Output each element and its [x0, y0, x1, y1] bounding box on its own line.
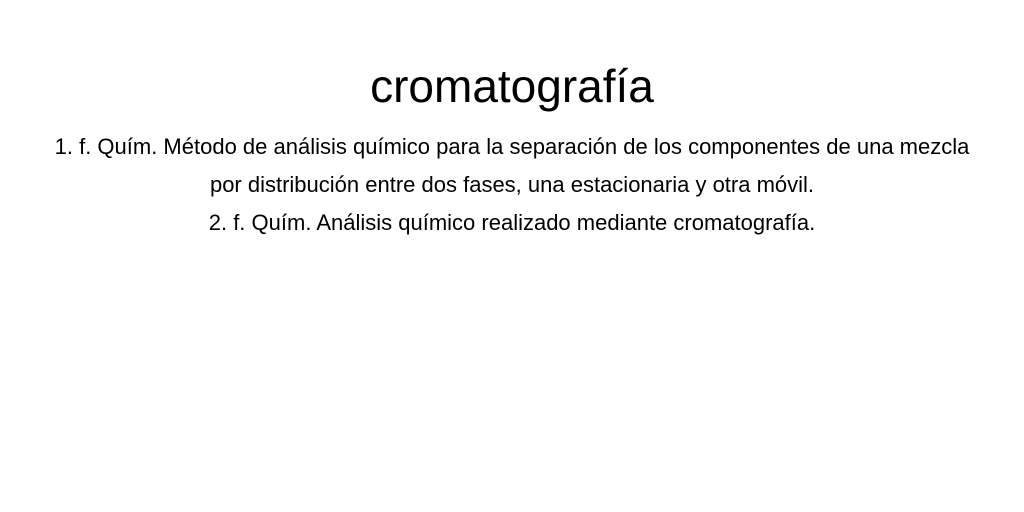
headword: cromatografía	[370, 60, 654, 112]
definitions-list	[40, 128, 984, 242]
definition-2: 2. f. Quím. Análisis químico realizado mediante cromatografía.	[208, 210, 816, 235]
definition-1: 1. f. Quím. Método de análisis químico para la separación de los componentes de una mezcla por distribución entre dos fases, una estacionaria y otra móvil.	[54, 134, 970, 197]
